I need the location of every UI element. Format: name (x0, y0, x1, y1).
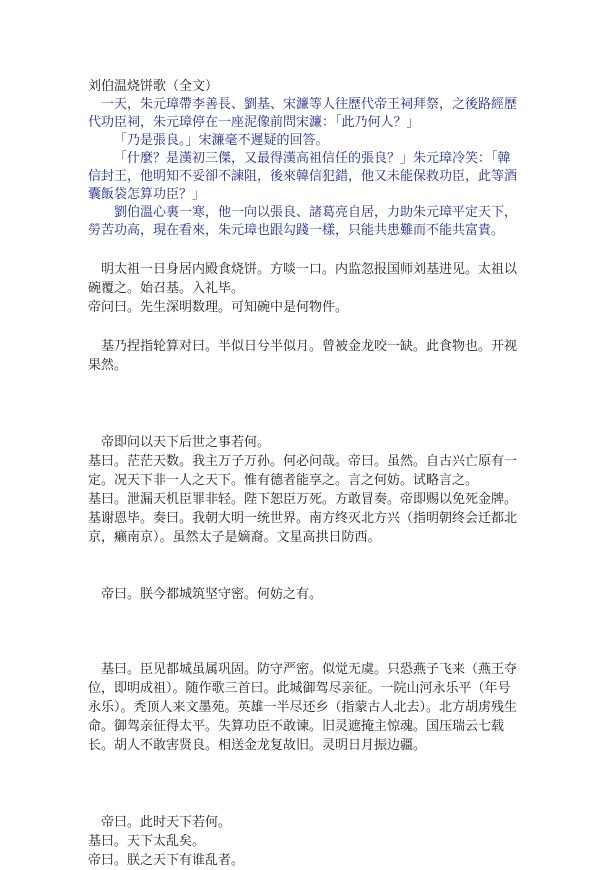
section-1 (88, 260, 520, 317)
section-5 (88, 660, 520, 755)
text-line: 帝曰。朕今都城筑坚守密。何妨之有。 (101, 587, 323, 602)
section-6 (88, 813, 520, 870)
preface-block (88, 96, 520, 240)
text-line: 基曰。茫茫天数。我主万子万孙。何必问哉。帝曰。虽然。自古兴亡原有一定。况天下非一人之天下。惟有德者能享之。言之何妨。试略言之。 (88, 454, 518, 488)
text-line: 帝曰。此时天下若何。 (101, 815, 232, 830)
preface-paragraph: 「什麼？是漢初三傑，又最得漢高祖信任的張良？」朱元璋冷笑：「韓信封王，他明知不妥卻不諫阻，後來韓信犯錯，他又未能保救功臣，此等酒囊飯袋怎算功臣？」 (88, 151, 518, 202)
text-line: 基曰。泄漏天机臣罪非轻。陛下恕臣万死。方敢冒奏。帝即赐以免死金牌。基谢恩毕。奏曰。我朝大明一统世界。南方终灭北方兴（指明朝终会迁都北京，癞南京）。虽然太子是嫡裔。文星高拱日防西。 (88, 492, 518, 545)
section-4 (88, 585, 520, 604)
text-line: 明太祖一日身居内殿食烧饼。方啖一口。内监忽报国师刘基进见。太祖以碗覆之。始召基。入礼毕。 (88, 262, 518, 296)
document-title: 刘伯温烧饼歌（全文） (88, 79, 219, 94)
section-2 (88, 337, 520, 375)
section-3 (88, 433, 520, 547)
text-line: 基乃捏指轮算对曰。半似日兮半似月。曾被金龙咬一缺。此食物也。开视果然。 (88, 339, 518, 373)
text-line: 帝问曰。先生深明数理。可知碗中是何物件。 (88, 300, 349, 315)
preface-paragraph: 一天，朱元璋帶李善長、劉基、宋濂等人往歷代帝王祠拜祭，之後路經歷代功臣祠，朱元璋停在一座泥像前問宋濂：「此乃何人？」 (88, 97, 518, 130)
preface-paragraph: 「乃是張良。」宋濂毫不遲疑的回答。 (114, 133, 329, 148)
text-line: 基曰。天下太乱矣。 (88, 834, 206, 849)
text-line: 帝即问以天下后世之事若何。 (101, 435, 271, 450)
preface-paragraph: 劉伯溫心裏一寒，他一向以張良、諸葛亮自居，力助朱元璋平定天下，勞苦功高，現在看來，朱元璋也跟勾踐一樣，只能共患難而不能共富貴。 (88, 205, 518, 238)
text-line: 帝曰。朕之天下有谁乱者。 (88, 853, 245, 868)
document-page (88, 78, 520, 870)
text-line: 基曰。臣见都城虽属巩固。防守严密。似觉无虞。只恐燕子飞来（燕王夺位，即明成祖）。随作歌三首曰。此城御驾尽亲征。一院山河永乐平（年号永乐）。秃顶人来文墨苑。英雄一半尽还乡（指蒙古人北去）。北方胡虏残生命。御驾亲征得太平。失算功臣不敢谏。旧灵遮掩主惊魂。国压瑞云七载长。胡人不敢害贤良。相送金龙复故旧。灵明日月振边疆。 (88, 662, 518, 753)
